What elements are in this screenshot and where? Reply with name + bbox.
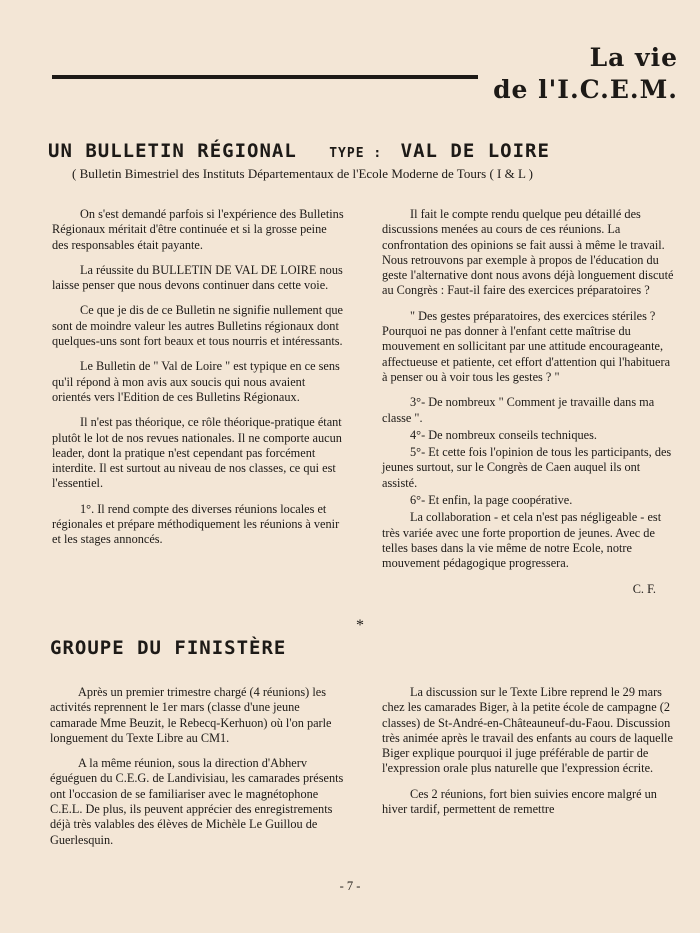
paragraph: Ces 2 réunions, fort bien suivies encore malgré un hiver tardif, permettent de remettre bbox=[382, 786, 657, 817]
paragraph: 1°. Il rend compte des diverses réunions locales et régionales et prépare méthodiquement les réunions à venir et les stages annoncés. bbox=[52, 501, 340, 547]
paragraph: A la même réunion, sous la direction d'Abherv éguéguen du C.E.G. de Landivisiau, les camarades présents ont l'occasion de se familiariser avec le magnétophone C.E.L. De plus, ils peuvent apprécier des enregistrements déjà très valables des élèves de Michèle Le Guillou de Guerlesquin. bbox=[50, 756, 344, 847]
paragraph: 5°- Et cette fois l'opinion de tous les participants, des jeunes surtout, sur le Congrès de Caen auquel ils ont assisté. bbox=[382, 445, 672, 490]
section1-subtitle: ( Bulletin Bimestriel des Instituts Départementaux de l'Ecole Moderne de Tours ( I & L ) bbox=[72, 166, 534, 181]
header-line-1: La vie bbox=[589, 43, 678, 72]
section2-left-column bbox=[50, 685, 344, 858]
section1-right-column bbox=[382, 207, 674, 597]
paragraph: 4°- De nombreux conseils techniques. bbox=[410, 427, 597, 442]
page-header-title bbox=[493, 42, 678, 106]
paragraph: Le Bulletin de " Val de Loire " est typique en ce sens qu'il répond à mon avis aux soucis qui nous avaient orientés vers l'Edition de ces Bulletins Régionaux. bbox=[52, 359, 340, 404]
paragraph: 6°- Et enfin, la page coopérative. bbox=[410, 493, 573, 508]
paragraph: La discussion sur le Texte Libre reprend le 29 mars chez les camarades Biger, à la petite école de campagne (2 classes) de St-André-en-Châteauneuf-du-Faou. Discussion très animée après le travail des enfants au cours de laquelle Biger explique pourquoi il juge préférable de partir de l'expression orale plus naturelle que l'expression écrite. bbox=[382, 685, 673, 776]
section1-heading bbox=[48, 140, 550, 162]
section2-heading: GROUPE DU FINISTÈRE bbox=[50, 637, 287, 659]
section2-right-column bbox=[382, 685, 674, 827]
paragraph: La collaboration - et cela n'est pas négligeable - est très variée avec une forte proportion de jeunes. Avec de telles bases dans la vie même de notre Ecole, notre mouvement pédagogique progressera. bbox=[382, 510, 662, 571]
paragraph: 3°- De nombreux " Comment je travaille dans ma classe ". bbox=[382, 395, 655, 425]
paragraph: On s'est demandé parfois si l'expérience des Bulletins Régionaux méritait d'être continuée et si la grosse peine des responsables était payante. bbox=[52, 207, 344, 252]
paragraph: Après un premier trimestre chargé (4 réunions) les activités reprennent le 1er mars (classe d'une jeune camarade Mme Beuzit, le Rebecq-Kerhuon) où l'on parle longuement du Texte Libre au CM1. bbox=[50, 685, 332, 745]
section1-heading-a: UN BULLETIN RÉGIONAL bbox=[48, 140, 297, 162]
paragraph: " Des gestes préparatoires, des exercices stériles ? Pourquoi ne pas donner à l'enfant cette maîtrise du mouvement en sollicitant par une attitude encourageante, affectueuse et patiente, cet effort d'attention qui l'habituera à penser ou à voir tous les gestes ? " bbox=[382, 308, 671, 384]
section1-left-column bbox=[52, 207, 344, 558]
paragraph: La réussite du BULLETIN DE VAL DE LOIRE nous laisse penser que nous devons continuer dans cette voie. bbox=[52, 262, 343, 293]
signature: C. F. bbox=[632, 581, 656, 596]
section1-heading-type: TYPE : bbox=[329, 146, 383, 161]
paragraph: Il n'est pas théorique, ce rôle théorique-pratique étant plutôt le lot de nos revues nationales. Il ne comporte aucun leader, dont la pratique n'est cependant pas forcément interdite. Il est surtout au niveau de nos classes, ce qui est l'essentiel. bbox=[52, 415, 342, 491]
paragraph: Il fait le compte rendu quelque peu détaillé des discussions menées au cours de ces réunions. La confrontation des opinions se fait aussi à même le travail. Nous retrouvons par exemple à propos de l'éducation du geste l'alternative dont nous avons déjà longuement discuté au Congrès : Faut-il faire des exercices préparatoires ? bbox=[382, 207, 674, 298]
page-number: - 7 - bbox=[339, 879, 361, 893]
header-rule bbox=[52, 75, 478, 79]
section1-heading-b: VAL DE LOIRE bbox=[400, 140, 550, 162]
header-line-2: de l'I.C.E.M. bbox=[493, 75, 678, 104]
paragraph: Ce que je dis de ce Bulletin ne signifie nullement que sont de moindre valeur les autres Bulletins régionaux dont quelques-uns sont fort beaux et tous nourris et intéressants. bbox=[52, 303, 343, 349]
section-separator-star: * bbox=[356, 617, 364, 634]
